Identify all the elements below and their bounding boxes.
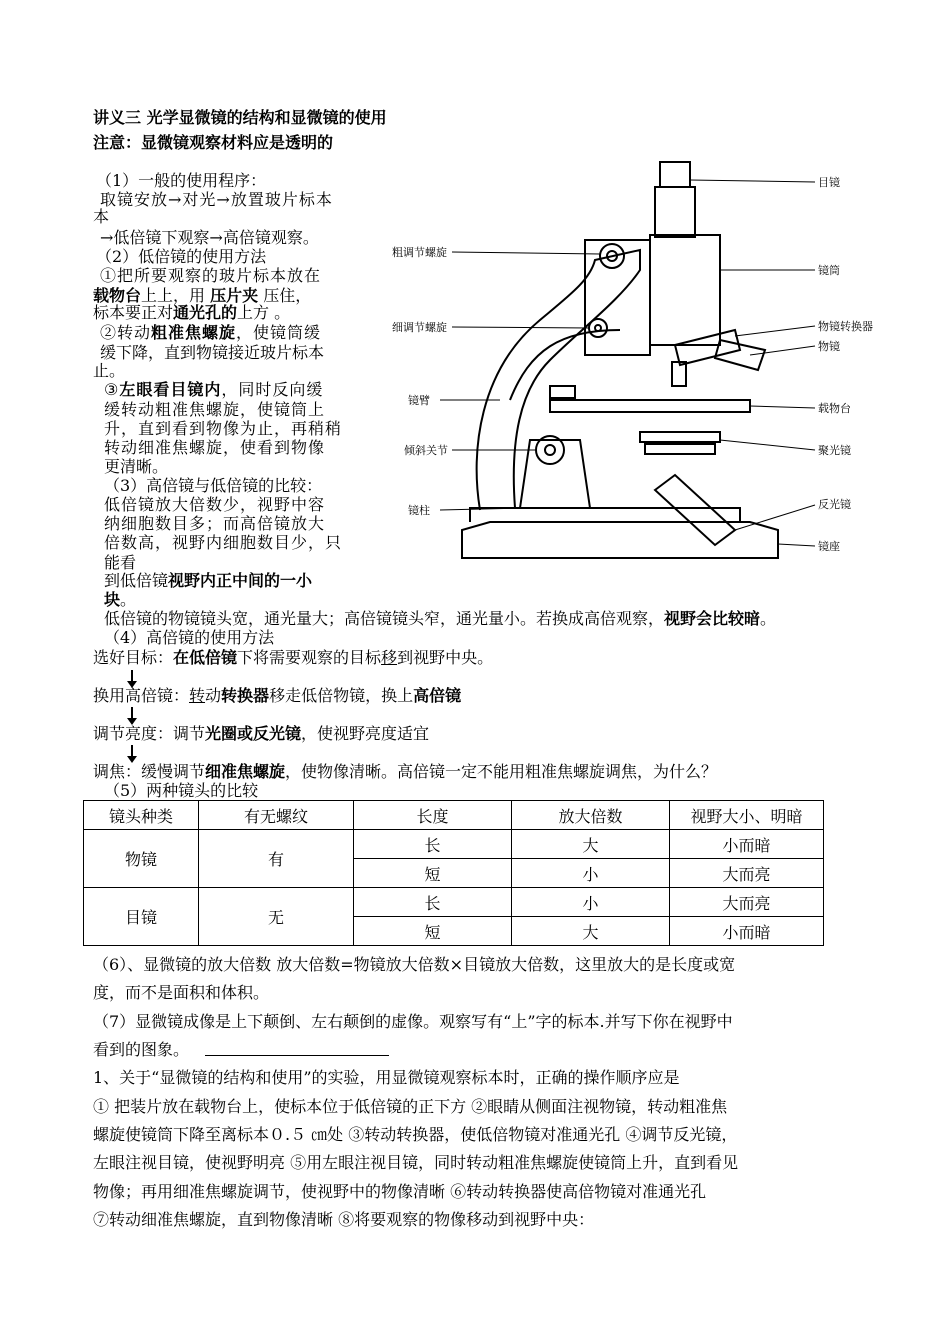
s3-l7	[104, 609, 776, 629]
s2-p3a	[104, 380, 323, 400]
table-cell: 长	[354, 888, 512, 917]
table-header: 有无螺纹	[199, 801, 354, 830]
aperture-term: 通光孔的	[173, 303, 238, 322]
label-coarse: 粗调节螺旋	[392, 246, 447, 259]
s2-p1c	[93, 303, 290, 323]
label-tube: 镜筒	[818, 264, 840, 277]
s3-l5	[104, 571, 312, 591]
s4-step2	[93, 686, 461, 706]
s3-l6	[104, 590, 136, 610]
s5-head: （5）两种镜头的比较	[104, 781, 259, 800]
table-cell: 物镜	[84, 830, 199, 888]
note: 注意：显微镜观察材料应是透明的	[93, 133, 334, 152]
label-eyepiece: 目镜	[818, 176, 840, 189]
s3-l5-text: 到低倍镜	[104, 571, 169, 590]
left-eye-term: 左眼看目镜内	[119, 380, 222, 399]
low-power-term: 在低倍镜	[173, 648, 238, 667]
s2-p2a-text: ②转动	[100, 323, 152, 342]
s7-l1: （7）显微镜成像是上下颠倒、左右颠倒的虚像。观察写有“上”字的标本.并写下你在视野中	[93, 1012, 733, 1031]
step3-text: ，使视野亮度适宜	[301, 724, 430, 743]
step2-move: 动	[205, 686, 222, 705]
table-cell: 小而暗	[670, 830, 824, 859]
s2-p1c-text3: 。	[269, 303, 291, 322]
microscope-diagram	[390, 150, 890, 570]
stage-term: 载物台	[93, 286, 142, 305]
s4-step4	[93, 762, 717, 782]
center-term: 视野内正中间的一小	[168, 571, 313, 590]
table-row	[84, 830, 824, 859]
table-header-row	[84, 801, 824, 830]
move-term: 移	[381, 648, 398, 667]
block-term: 块	[104, 590, 121, 609]
table-header: 放大倍数	[512, 801, 670, 830]
step1-text2: 到视野中央。	[397, 648, 494, 667]
s7-l2: 看到的图象。	[93, 1040, 190, 1059]
s4-step3	[93, 724, 429, 744]
s2-p2c: 止。	[93, 361, 126, 380]
s6-l2: 度，而不是面积和体积。	[93, 983, 270, 1002]
step1-text: 下将需要观察的目标	[237, 648, 382, 667]
s2-head: （2）低倍镜的使用方法	[96, 247, 267, 266]
table-cell: 大	[512, 917, 670, 946]
table-header: 长度	[354, 801, 512, 830]
s2-p1a: ①把所要观察的玻片标本放在	[100, 266, 322, 285]
s3-l4: 能看	[104, 553, 137, 572]
diaphragm-term: 光圈或反光镜	[205, 724, 302, 743]
q1-l4: 左眼注视目镜，使视野明亮 ⑤用左眼注视目镜，同时转动粗准焦螺旋使镜筒上升，直到看见	[93, 1153, 739, 1172]
high-power-term: 高倍镜	[413, 686, 462, 705]
converter-term: 转换器	[221, 686, 270, 705]
table-cell: 目镜	[84, 888, 199, 946]
s2-p2b: 缓下降，直到物镜接近玻片标本	[100, 343, 325, 362]
s2-p3a-text: ③	[104, 380, 120, 399]
step3-label: 调节亮度：调节	[93, 724, 206, 743]
table-cell: 大而亮	[670, 888, 824, 917]
s1-line1: 取镜安放→对光→放置玻片标本	[100, 190, 333, 209]
table-header: 镜头种类	[84, 801, 199, 830]
s3-l2: 纳细胞数目多；而高倍镜放大	[104, 514, 326, 533]
s2-p2a-text2: ，使镜筒缓	[236, 323, 322, 342]
flow-arrow-1	[131, 670, 133, 682]
s3-l3: 倍数高，视野内细胞数目少，只	[104, 533, 343, 552]
s1-head: （1）一般的使用程序：	[96, 171, 267, 190]
table-cell: 小	[512, 859, 670, 888]
step1-label: 选好目标：	[93, 648, 174, 667]
s3-l7-text: 低倍镜的物镜镜头宽，通光量大；高倍镜镜头窄，通光量小。若换成高倍观察，	[104, 609, 665, 628]
s3-head: （3）高倍镜与低倍镜的比较：	[104, 476, 323, 495]
step4-label: 调焦：缓慢调节	[93, 762, 206, 781]
s2-p1c-text2: 上方	[237, 303, 270, 322]
label-base: 镜座	[818, 540, 840, 553]
label-pillar: 镜柱	[408, 504, 430, 517]
table-cell: 大而亮	[670, 859, 824, 888]
darker-term: 视野会比较暗	[664, 609, 761, 628]
s2-p3c: 升，直到看到物像为止，再稍稍	[104, 419, 343, 438]
table-row	[84, 888, 824, 917]
s2-p3a-text2: ，同时反向缓	[221, 380, 324, 399]
q1-l5: 物像；再用细准焦螺旋调节，使视野中的物像清晰 ⑥转动转换器使高倍物镜对准通光孔	[93, 1182, 707, 1201]
s2-p3e: 更清晰。	[104, 457, 169, 476]
base-shape	[462, 522, 778, 558]
s6-l1: （6）、显微镜的放大倍数 放大倍数=物镜放大倍数×目镜放大倍数，这里放大的是长度或宽	[93, 955, 736, 974]
s2-p3d: 转动细准焦螺旋，使看到物像	[104, 438, 326, 457]
label-stage: 载物台	[818, 402, 851, 415]
s2-p1b-text: 上上，用	[141, 286, 211, 305]
table-cell: 有	[199, 830, 354, 888]
s1-line2: →低倍镜下观察→高倍镜观察。	[100, 228, 319, 247]
page-title: 讲义三 光学显微镜的结构和显微镜的使用	[93, 108, 387, 127]
s3-l1: 低倍镜放大倍数少，视野中容	[104, 495, 326, 514]
label-fine: 细调节螺旋	[392, 321, 447, 334]
table-cell: 小而暗	[670, 917, 824, 946]
flow-arrow-2	[131, 707, 133, 719]
q1-l2: ① 把装片放在载物台上，使标本位于低倍镜的正下方 ②眼睛从侧面注视物镜，转动粗准焦	[93, 1097, 728, 1116]
s2-p3b: 缓转动粗准焦螺旋，使镜筒上	[104, 400, 326, 419]
step4-text: ，使物像清晰。高倍镜一定不能用粗准焦螺旋调焦，为什么？	[285, 762, 718, 781]
s4-head: （4）高倍镜的使用方法	[104, 628, 275, 647]
step2-turn: 转	[189, 686, 206, 705]
label-arm: 镜臂	[408, 394, 430, 407]
label-objective: 物镜	[818, 340, 840, 353]
table-cell: 大	[512, 830, 670, 859]
q1-l6: ⑦转动细准焦螺旋，直到物像清晰 ⑧将要观察的物像移动到视野中央：	[93, 1210, 595, 1229]
label-nosepiece: 物镜转换器	[818, 320, 873, 333]
table-header: 视野大小、明暗	[670, 801, 824, 830]
label-tilt: 倾斜关节	[404, 444, 448, 457]
label-condenser: 聚光镜	[818, 444, 851, 457]
s2-p1b-text2: 压住，	[258, 286, 312, 305]
table-cell: 无	[199, 888, 354, 946]
clip-term: 压片夹	[210, 286, 259, 305]
step2-label: 换用高倍镜：	[93, 686, 190, 705]
flow-arrow-3	[131, 745, 133, 757]
s2-p1c-text: 标本要正对	[93, 303, 174, 322]
s3-l7-period: 。	[760, 609, 777, 628]
fine-term: 细准焦螺旋	[205, 762, 286, 781]
s1-line1-wrap: 本	[93, 207, 110, 226]
q1-l3: 螺旋使镜筒下降至离标本０.５ ㎝处 ③转动转换器，使低倍物镜对准通光孔 ④调节反光镜，	[93, 1125, 738, 1144]
lens-comparison-table	[83, 800, 824, 946]
step2-text: 移走低倍物镜，换上	[269, 686, 414, 705]
table-cell: 长	[354, 830, 512, 859]
answer-blank[interactable]	[205, 1055, 389, 1056]
table-cell: 小	[512, 888, 670, 917]
table-cell: 短	[354, 859, 512, 888]
table-cell: 短	[354, 917, 512, 946]
s3-l6-period: 。	[120, 590, 137, 609]
s2-p2a	[100, 323, 321, 343]
s4-step1	[93, 648, 493, 668]
coarse-term: 粗准焦螺旋	[151, 323, 237, 342]
q1-l1: 1、关于“显微镜的结构和使用”的实验，用显微镜观察标本时，正确的操作顺序应是	[93, 1068, 680, 1087]
label-mirror: 反光镜	[818, 498, 851, 511]
